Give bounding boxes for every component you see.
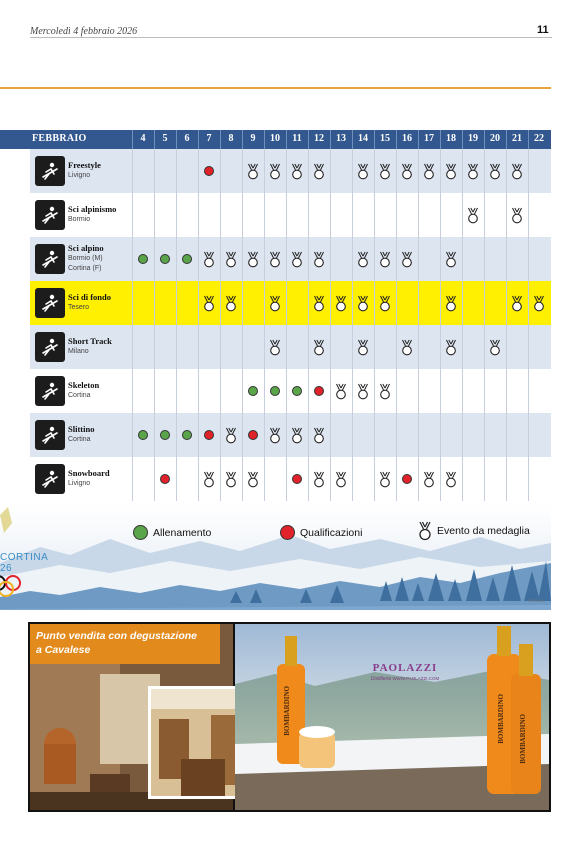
qualifier-dot bbox=[292, 474, 302, 484]
medal-icon bbox=[396, 325, 418, 369]
legend-qualifiers-label: Qualificazioni bbox=[300, 526, 363, 539]
medal-icon bbox=[352, 369, 374, 413]
column-separator bbox=[264, 130, 265, 149]
day-header: 15 bbox=[380, 133, 390, 144]
venue-name: Cortina bbox=[68, 436, 91, 443]
grid-line bbox=[176, 325, 177, 369]
day-header: 5 bbox=[162, 133, 168, 144]
medal-icon bbox=[440, 149, 462, 193]
event-cell bbox=[198, 413, 220, 457]
row-background bbox=[30, 325, 551, 369]
grid-line bbox=[396, 193, 397, 237]
event-cell bbox=[242, 369, 264, 413]
grid-line bbox=[154, 369, 155, 413]
day-header: 16 bbox=[402, 133, 412, 144]
medal-icon bbox=[286, 413, 308, 457]
grid-line bbox=[374, 193, 375, 237]
page-number: 11 bbox=[537, 24, 549, 36]
grid-line bbox=[154, 149, 155, 193]
table-row bbox=[0, 281, 551, 325]
event-cell bbox=[286, 369, 308, 413]
grid-line bbox=[528, 149, 529, 193]
medal-icon bbox=[308, 149, 330, 193]
ad-banner-line2: a Cavalese bbox=[36, 644, 91, 656]
grid-line bbox=[132, 149, 133, 193]
legend-training bbox=[133, 525, 211, 540]
event-cell bbox=[132, 237, 154, 281]
medal-icon bbox=[242, 149, 264, 193]
medal-icon bbox=[440, 281, 462, 325]
section-rule bbox=[0, 87, 551, 89]
snowboard-icon bbox=[35, 464, 65, 494]
brand-url bbox=[355, 676, 455, 682]
alpine-ski-icon bbox=[35, 244, 65, 274]
day-header: 21 bbox=[512, 133, 522, 144]
grid-line bbox=[132, 325, 133, 369]
day-header: 22 bbox=[534, 133, 544, 144]
venue-name: Cortina bbox=[68, 392, 91, 399]
column-separator bbox=[286, 130, 287, 149]
grid-line bbox=[352, 413, 353, 457]
bottle-label-left bbox=[283, 686, 291, 741]
grid-line bbox=[154, 281, 155, 325]
grid-line bbox=[418, 281, 419, 325]
grid-line bbox=[242, 325, 243, 369]
grid-line bbox=[198, 369, 199, 413]
day-header: 9 bbox=[250, 133, 256, 144]
table-row bbox=[0, 149, 551, 193]
grid-line bbox=[396, 413, 397, 457]
medal-icon bbox=[308, 325, 330, 369]
sport-name: Sci alpino bbox=[68, 243, 104, 253]
day-header: 8 bbox=[228, 133, 234, 144]
illustration-credit: ROSA-A bbox=[529, 598, 545, 603]
grid-line bbox=[440, 413, 441, 457]
medal-icon bbox=[506, 281, 528, 325]
legend-medal bbox=[418, 521, 530, 541]
grid-line bbox=[506, 325, 507, 369]
grid-line bbox=[484, 237, 485, 281]
grid-line bbox=[352, 193, 353, 237]
bottle-label-text-right: BOMBARDINO bbox=[497, 694, 505, 744]
ad-banner bbox=[30, 624, 220, 664]
medal-icon bbox=[330, 281, 352, 325]
table-row bbox=[0, 457, 551, 501]
grid-line bbox=[176, 457, 177, 501]
medal-icon bbox=[220, 281, 242, 325]
brand-subtitle: Distilleria bbox=[370, 676, 392, 682]
grid-line bbox=[462, 369, 463, 413]
event-cell bbox=[176, 413, 198, 457]
legend-medal-label: Evento da medaglia bbox=[437, 525, 530, 537]
ski-mountaineering-icon bbox=[35, 200, 65, 230]
day-header: 12 bbox=[314, 133, 324, 144]
ad-banner-line1: Punto vendita con degustazione bbox=[36, 630, 198, 642]
brand-name: PAOLAZZI bbox=[372, 662, 438, 674]
grid-line bbox=[440, 193, 441, 237]
grid-line bbox=[286, 193, 287, 237]
venue-name: Tesero bbox=[68, 304, 90, 311]
grid-line bbox=[462, 281, 463, 325]
grid-line bbox=[264, 457, 265, 501]
training-dot bbox=[182, 254, 192, 264]
medal-icon bbox=[352, 281, 374, 325]
grid-line bbox=[286, 281, 287, 325]
medal-icon bbox=[352, 237, 374, 281]
grid-line bbox=[374, 413, 375, 457]
grid-line bbox=[330, 237, 331, 281]
grid-line bbox=[154, 193, 155, 237]
grid-line bbox=[132, 281, 133, 325]
medal-icon bbox=[374, 149, 396, 193]
column-separator bbox=[132, 130, 133, 149]
column-separator bbox=[528, 130, 529, 149]
cross-country-ski-icon bbox=[35, 288, 65, 318]
medal-icon bbox=[374, 281, 396, 325]
grid-line bbox=[506, 457, 507, 501]
grid-line bbox=[330, 193, 331, 237]
brand-website: WWW.PAOLAZZI.COM bbox=[392, 676, 440, 681]
training-dot bbox=[138, 430, 148, 440]
event-cell bbox=[396, 457, 418, 501]
month-label: FEBBRAIO bbox=[32, 133, 87, 144]
table-row bbox=[0, 193, 551, 237]
grid-line bbox=[484, 369, 485, 413]
short-track-icon bbox=[35, 332, 65, 362]
red-dot-icon bbox=[280, 525, 295, 540]
medal-icon bbox=[330, 369, 352, 413]
grid-line bbox=[528, 325, 529, 369]
medal-icon bbox=[220, 237, 242, 281]
grid-line bbox=[198, 325, 199, 369]
sport-name: Snowboard bbox=[68, 468, 110, 478]
grid-line bbox=[462, 237, 463, 281]
grid-line bbox=[220, 149, 221, 193]
medal-icon bbox=[198, 281, 220, 325]
grid-line bbox=[242, 193, 243, 237]
legend-qualifiers bbox=[280, 525, 362, 540]
qualifier-dot bbox=[402, 474, 412, 484]
sport-name: Slittino bbox=[68, 424, 95, 434]
grid-line bbox=[528, 237, 529, 281]
column-separator bbox=[374, 130, 375, 149]
event-cell bbox=[264, 369, 286, 413]
medal-icon bbox=[308, 281, 330, 325]
medal-icon bbox=[418, 521, 432, 541]
qualifier-dot bbox=[248, 430, 258, 440]
qualifier-dot bbox=[160, 474, 170, 484]
day-header: 11 bbox=[292, 133, 302, 144]
grid-line bbox=[220, 193, 221, 237]
medal-icon bbox=[330, 457, 352, 501]
table-row bbox=[0, 413, 551, 457]
grid-line bbox=[132, 193, 133, 237]
medal-icon bbox=[242, 237, 264, 281]
venue-name: Livigno bbox=[68, 172, 91, 179]
column-separator bbox=[308, 130, 309, 149]
medal-icon bbox=[484, 149, 506, 193]
column-separator bbox=[440, 130, 441, 149]
column-separator bbox=[330, 130, 331, 149]
medal-icon bbox=[264, 281, 286, 325]
grid-line bbox=[264, 193, 265, 237]
grid-line bbox=[132, 369, 133, 413]
event-cell bbox=[286, 457, 308, 501]
medal-icon bbox=[308, 237, 330, 281]
training-dot bbox=[292, 386, 302, 396]
medal-icon bbox=[352, 325, 374, 369]
day-header: 18 bbox=[446, 133, 456, 144]
grid-line bbox=[418, 325, 419, 369]
medal-icon bbox=[484, 325, 506, 369]
medal-icon bbox=[198, 457, 220, 501]
medal-icon bbox=[374, 457, 396, 501]
column-separator bbox=[418, 130, 419, 149]
medal-icon bbox=[418, 457, 440, 501]
legend-training-label: Allenamento bbox=[153, 526, 212, 539]
cortina-logo-text: CORTINA bbox=[0, 552, 49, 563]
venue-name: Milano bbox=[68, 348, 89, 355]
grid-line bbox=[176, 193, 177, 237]
medal-icon bbox=[264, 413, 286, 457]
medal-icon bbox=[396, 237, 418, 281]
grid-line bbox=[528, 413, 529, 457]
grid-line bbox=[374, 325, 375, 369]
medal-icon bbox=[440, 325, 462, 369]
medal-icon bbox=[264, 149, 286, 193]
freestyle-icon bbox=[35, 156, 65, 186]
medal-icon bbox=[528, 281, 550, 325]
grid-line bbox=[418, 237, 419, 281]
event-cell bbox=[242, 413, 264, 457]
event-cell bbox=[154, 413, 176, 457]
grid-line bbox=[462, 413, 463, 457]
grid-line bbox=[506, 369, 507, 413]
day-header: 17 bbox=[424, 133, 434, 144]
training-dot bbox=[248, 386, 258, 396]
grid-line bbox=[418, 193, 419, 237]
table-row bbox=[0, 325, 551, 369]
medal-icon bbox=[396, 149, 418, 193]
training-dot bbox=[182, 430, 192, 440]
grid-line bbox=[242, 281, 243, 325]
day-header: 7 bbox=[206, 133, 212, 144]
column-separator bbox=[220, 130, 221, 149]
column-separator bbox=[352, 130, 353, 149]
row-background bbox=[30, 281, 551, 325]
column-separator bbox=[506, 130, 507, 149]
sport-name: Freestyle bbox=[68, 160, 101, 170]
medal-icon bbox=[220, 457, 242, 501]
column-separator bbox=[198, 130, 199, 149]
grid-line bbox=[220, 369, 221, 413]
medal-icon bbox=[440, 237, 462, 281]
grid-line bbox=[484, 413, 485, 457]
product-photo bbox=[235, 624, 549, 810]
day-header: 14 bbox=[358, 133, 368, 144]
bottle-label-text-small: BOMBARDINO bbox=[519, 714, 527, 764]
medal-icon bbox=[440, 457, 462, 501]
medal-icon bbox=[374, 369, 396, 413]
training-dot bbox=[160, 254, 170, 264]
day-header: 19 bbox=[468, 133, 478, 144]
sport-name: Sci alpinismo bbox=[68, 204, 117, 214]
column-separator bbox=[176, 130, 177, 149]
grid-line bbox=[440, 369, 441, 413]
medal-icon bbox=[264, 325, 286, 369]
medal-icon bbox=[286, 149, 308, 193]
qualifier-dot bbox=[204, 430, 214, 440]
grid-line bbox=[396, 369, 397, 413]
table-row bbox=[0, 369, 551, 413]
grid-line bbox=[330, 149, 331, 193]
grid-line bbox=[462, 325, 463, 369]
bottle-label-text-left: BOMBARDINO bbox=[283, 686, 291, 736]
event-cell bbox=[132, 413, 154, 457]
medal-icon bbox=[506, 193, 528, 237]
qualifier-dot bbox=[204, 166, 214, 176]
grid-line bbox=[286, 325, 287, 369]
header-date: Mercoledì 4 febbraio 2026 bbox=[30, 26, 138, 37]
day-header: 20 bbox=[490, 133, 500, 144]
event-cell bbox=[198, 149, 220, 193]
event-cell bbox=[308, 369, 330, 413]
grid-line bbox=[176, 281, 177, 325]
event-cell bbox=[154, 457, 176, 501]
grid-line bbox=[506, 413, 507, 457]
grid-line bbox=[132, 457, 133, 501]
grid-line bbox=[198, 193, 199, 237]
grid-line bbox=[176, 149, 177, 193]
advertisement bbox=[28, 622, 551, 812]
event-cell bbox=[154, 237, 176, 281]
grid-line bbox=[484, 193, 485, 237]
grid-line bbox=[220, 325, 221, 369]
training-dot bbox=[138, 254, 148, 264]
medal-icon bbox=[352, 149, 374, 193]
grid-line bbox=[176, 369, 177, 413]
sport-name: Short Track bbox=[68, 336, 112, 346]
training-dot bbox=[270, 386, 280, 396]
grid-line bbox=[352, 457, 353, 501]
sport-name: Sci di fondo bbox=[68, 292, 111, 302]
table-header bbox=[0, 130, 551, 149]
medal-icon bbox=[462, 193, 484, 237]
medal-icon bbox=[374, 237, 396, 281]
column-separator bbox=[154, 130, 155, 149]
medal-icon bbox=[198, 237, 220, 281]
green-dot-icon bbox=[133, 525, 148, 540]
medal-icon bbox=[264, 237, 286, 281]
medal-icon bbox=[242, 457, 264, 501]
column-separator bbox=[396, 130, 397, 149]
training-dot bbox=[160, 430, 170, 440]
venue-name: Livigno bbox=[68, 480, 91, 487]
sport-name: Skeleton bbox=[68, 380, 100, 390]
medal-icon bbox=[462, 149, 484, 193]
grid-line bbox=[484, 281, 485, 325]
grid-line bbox=[528, 457, 529, 501]
bottle-label-small bbox=[519, 714, 527, 769]
venue-name: Bormio (M) Cortina (F) bbox=[68, 255, 103, 272]
grid-line bbox=[506, 237, 507, 281]
medal-icon bbox=[220, 413, 242, 457]
grid-line bbox=[308, 193, 309, 237]
grid-line bbox=[330, 413, 331, 457]
column-separator bbox=[242, 130, 243, 149]
medal-icon bbox=[506, 149, 528, 193]
grid-line bbox=[528, 369, 529, 413]
table-row bbox=[0, 237, 551, 281]
header-rule bbox=[30, 37, 552, 38]
venue-name: Bormio bbox=[68, 216, 91, 223]
brand-logo bbox=[355, 662, 455, 674]
medal-icon bbox=[308, 413, 330, 457]
bottle-label-right bbox=[497, 694, 505, 749]
legend bbox=[0, 513, 551, 563]
day-header: 4 bbox=[140, 133, 146, 144]
column-separator bbox=[462, 130, 463, 149]
grid-line bbox=[418, 413, 419, 457]
grid-line bbox=[396, 281, 397, 325]
grid-line bbox=[418, 369, 419, 413]
column-separator bbox=[484, 130, 485, 149]
grid-line bbox=[462, 457, 463, 501]
cortina-logo-year: 26 bbox=[0, 563, 13, 574]
medal-icon bbox=[286, 237, 308, 281]
qualifier-dot bbox=[314, 386, 324, 396]
luge-icon bbox=[35, 420, 65, 450]
grid-line bbox=[330, 325, 331, 369]
grid-line bbox=[528, 193, 529, 237]
day-header: 10 bbox=[270, 133, 280, 144]
medal-icon bbox=[308, 457, 330, 501]
grid-line bbox=[484, 457, 485, 501]
medal-icon bbox=[418, 149, 440, 193]
event-cell bbox=[176, 237, 198, 281]
day-header: 13 bbox=[336, 133, 346, 144]
skeleton-icon bbox=[35, 376, 65, 406]
day-header: 6 bbox=[184, 133, 190, 144]
grid-line bbox=[154, 325, 155, 369]
